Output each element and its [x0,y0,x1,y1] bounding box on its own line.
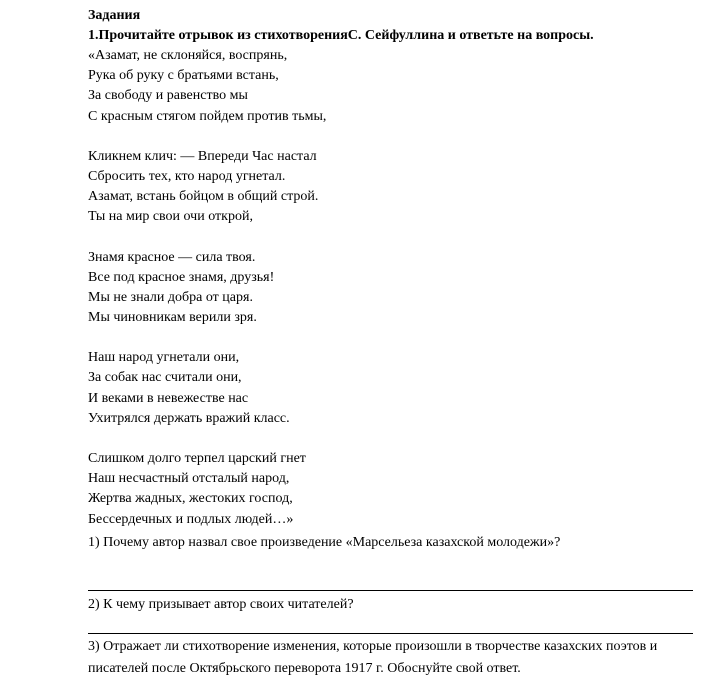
poem-line: Мы чиновникам верили зря. [88,310,257,326]
poem-line: Ухитрялся держать вражий класс. [88,410,290,426]
task-instruction: 1.Прочитайте отрывок из стихотворенияС. Сейфуллина и ответьте на вопросы. [88,28,594,43]
poem-line: Бессердечных и подлых людей…» [88,511,294,527]
poem-stanza-5 [88,449,688,530]
poem-stanza-4 [88,348,688,429]
question-2: 2) К чему призывает автор своих читателей? [88,597,354,612]
poem-line: И веками в невежестве нас [88,390,249,406]
poem-excerpt [88,46,688,530]
poem-line: За свободу и равенство мы [88,88,248,104]
poem-line: Все под красное знамя, друзья! [88,269,275,285]
poem-line: С красным стягом пойдем против тьмы, [88,108,327,124]
poem-line: За собак нас считали они, [88,370,242,386]
section-title: Задания [88,8,141,23]
poem-line: «Азамат, не склоняйся, воспрянь, [88,48,288,63]
poem-line: Наш несчастный отсталый народ, [88,471,290,487]
poem-line: Ты на мир свои очи открой, [88,209,253,225]
poem-stanza-1 [88,46,688,127]
poem-line: Наш народ угнетали они, [88,350,240,366]
poem-line: Слишком долго терпел царский гнет [88,451,306,466]
poem-line: Кликнем клич: — Впереди Час настал [88,148,317,164]
poem-stanza-2 [88,147,688,228]
poem-line: Мы не знали добра от царя. [88,289,253,305]
poem-line: Жертва жадных, жестоких господ, [88,491,293,507]
question-3-line-2: писателей после Октябрьского переворота 1917 г. Обоснуйте свой ответ. [88,661,521,676]
poem-stanza-3 [88,248,688,329]
question-3-line-1: 3) Отражает ли стихотворение изменения, которые произошли в творчестве казахских поэтов и [88,639,658,654]
answer-line-1[interactable] [88,590,693,591]
poem-line: Азамат, встань бойцом в общий строй. [88,189,319,205]
poem-line: Рука об руку с братьями встань, [88,68,279,84]
answer-line-2[interactable] [88,633,693,634]
poem-line: Знамя красное — сила твоя. [88,249,256,265]
question-3 [88,637,693,681]
question-1: 1) Почему автор назвал свое произведение «Марсельеза казахской молодежи»? [88,535,561,550]
poem-line: Сбросить тех, кто народ угнетал. [88,168,286,184]
